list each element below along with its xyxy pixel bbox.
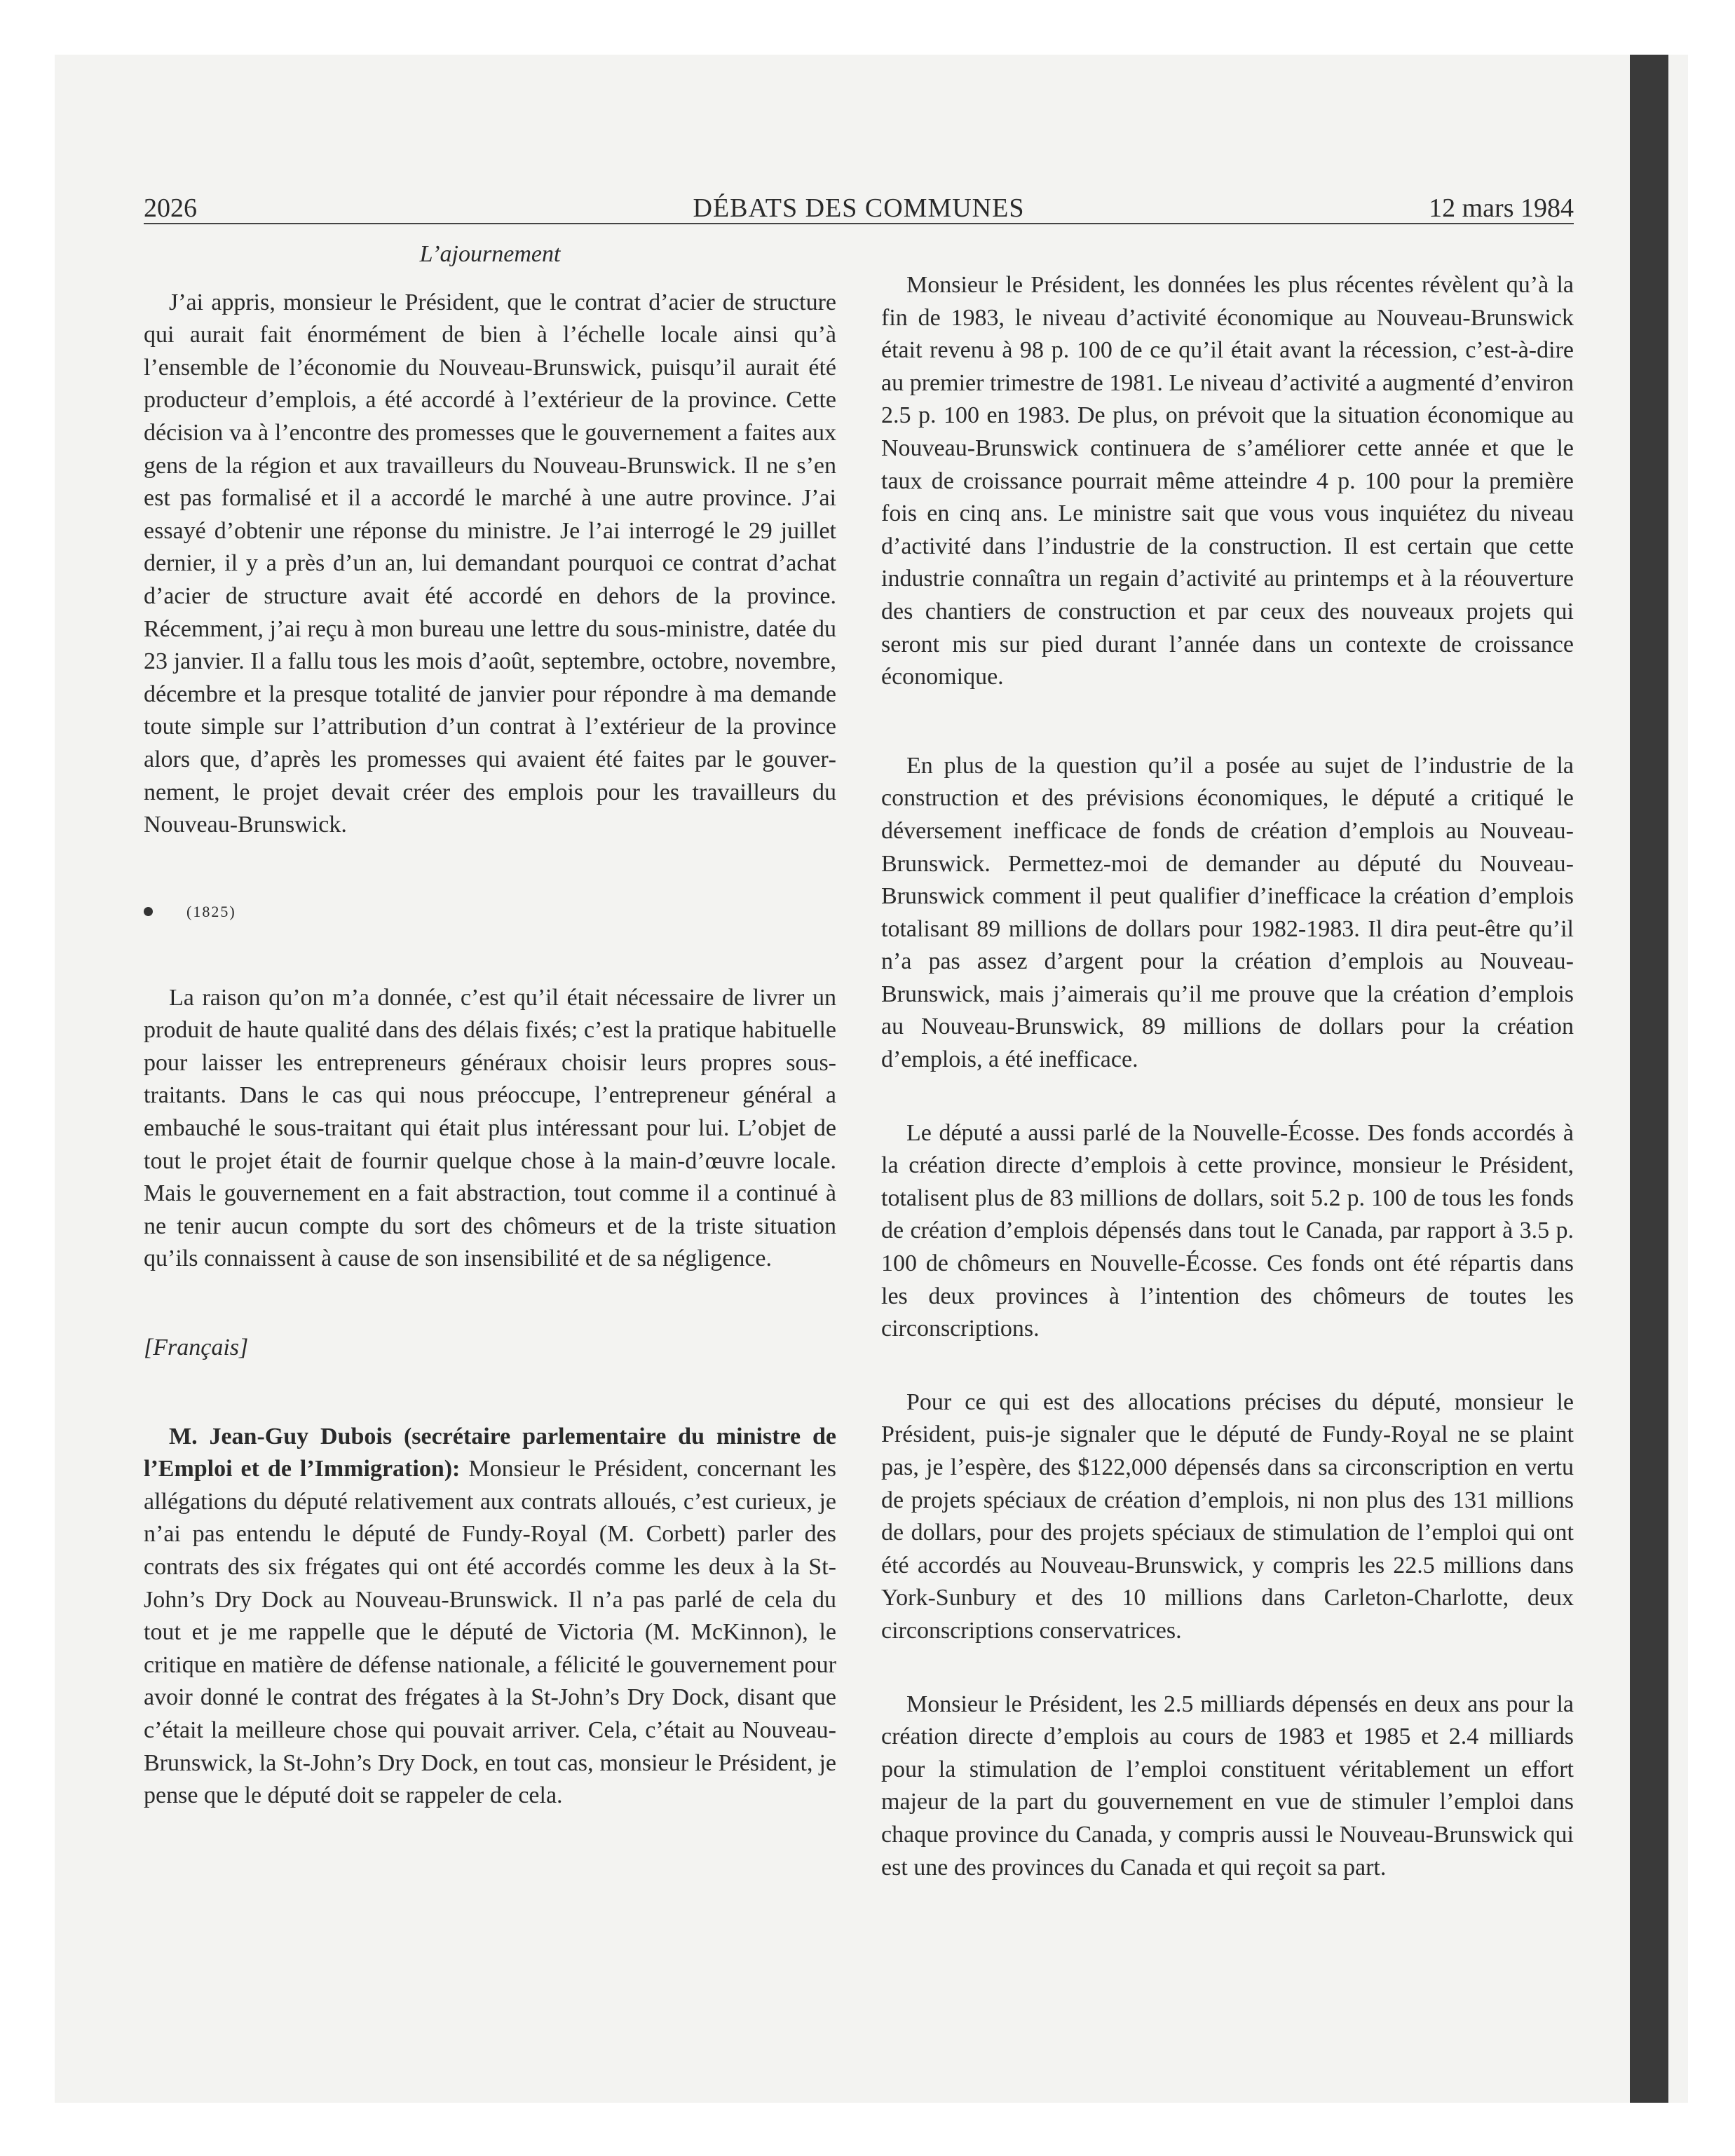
- publication-title: DÉBATS DES COMMUNES: [693, 193, 1025, 223]
- paragraph: Pour ce qui est des allocations précises du député, monsieur le Président, puis-je signaler que le député de Fundy-Royal ne se plaint pas, je l’espère, des $122,000 dépensés dans sa circonscription en vertu de projets spéciaux de création d’emplois, ni non plus des 131 millions de dollars, pour des projets spéciaux de stimulation de l’emploi qui ont été accordés au Nouveau-Brunswick, y compris les 22.5 millions dans York-Sunbury et des 10 millions dans Carleton-Charlotte, deux circonscriptions conservatrices.: [881, 1389, 1574, 1644]
- speech-paragraph: [144, 1421, 836, 1813]
- publication-date: 12 mars 1984: [1429, 193, 1574, 223]
- header-rule: [144, 223, 1574, 224]
- time-marker: [144, 898, 836, 926]
- scan-edge-bar: [1630, 55, 1668, 2103]
- bullet-icon: [144, 907, 153, 916]
- left-column: [144, 238, 836, 1813]
- paragraph: J’ai appris, monsieur le Président, que le contrat d’acier de structure qui aurait fait énormément de bien à l’échelle locale ainsi qu’à l’ensemble de l’économie du Nouveau-Brunswick, puisqu’il aurait été producteur d’emplois, a été accordé à l’extérieur de la province. Cette décision va à l’encontre des promesses que le gouvernement a faites aux gens de la région et aux travailleurs du Nouveau-Brunswick. Il ne s’en est pas formalisé et il a accordé le marché à une autre province. J’ai essayé d’obtenir une réponse du ministre. Je l’ai interrogé le 29 juillet dernier, il y a près d’un an, lui demandant pourquoi ce contrat d’achat d’acier de structure avait été accordé en dehors de la province. Récemment, j’ai reçu à mon bureau une lettre du sous-ministre, datée du 23 janvier. Il a fallu tous les mois d’août, septembre, octobre, novembre, décembre et la presque totalité de janvier pour répondre à ma demande toute simple sur l’attribution d’un contrat à l’extérieur de la province alors que, d’après les promesses qui avaient été faites par le gouvernement, le projet devait créer des emplois pour les travailleurs du Nouveau-Brunswick.: [144, 289, 836, 838]
- page-number: 2026: [144, 193, 197, 223]
- paragraph: La raison qu’on m’a donnée, c’est qu’il était nécessaire de livrer un produit de haute qualité dans des délais fixés; c’est la pratique habituelle pour laisser les entrepreneurs généraux choisir leurs propres sous-traitants. Dans le cas qui nous préoccupe, l’entrepreneur général a embauché le sous-traitant qui était plus intéressant pour lui. L’objet de tout le projet était de fournir quelque chose à la main-d’œuvre locale. Mais le gouvernement en a fait abstraction, tout comme il a continué à ne tenir aucun compte du sort des chômeurs et de la triste situation qu’ils connaissent à cause de son insensibilité et de sa négligence.: [144, 984, 836, 1272]
- page-header: [144, 191, 1574, 226]
- paragraph: En plus de la question qu’il a posée au sujet de l’industrie de la construction et des prévisions économiques, le député a critiqué le déversement inefficace de fonds de création d’emplois au Nouveau-Brunswick. Permettez-moi de demander au député du Nouveau-Brunswick comment il peut qualifier d’inefficace la création d’emplois totalisant 89 millions de dollars pour 1982-1983. Il dira peut-être qu’il n’a pas assez d’argent pour la création d’emplois au Nouveau-Brunswick, mais j’aimerais qu’il me prouve que la création d’emplois au Nouveau-Brunswick, 89 millions de dollars pour la création d’emplois, a été inefficace.: [881, 752, 1574, 1073]
- section-title: L’ajournement: [419, 241, 561, 267]
- paragraph: Monsieur le Président, les données les plus récentes révèlent qu’à la fin de 1983, le niveau d’activité économique au Nouveau-Brunswick était revenu à 98 p. 100 de ce qu’il était avant la récession, c’est-à-dire au premier trimestre de 1981. Le niveau d’activité a augmenté d’environ 2.5 p. 100 en 1983. De plus, on prévoit que la situation économique au Nouveau-Brunswick continuera de s’améliorer cette année et que le taux de croissance pourrait même atteindre 4 p. 100 pour la première fois en cinq ans. Le ministre sait que vous vous inquiétez du niveau d’activité dans l’industrie de la construction. Il est certain que cette industrie connaîtra un regain d’activité au printemps et à la réouverture des chantiers de construction et par ceux des nouveaux projets qui seront mis sur pied durant l’année dans un contexte de croissance économique.: [881, 272, 1574, 690]
- paragraph: Monsieur le Président, les 2.5 milliards dépensés en deux ans pour la création directe d’emplois au cours de 1983 et 1985 et 2.4 milliards pour la stimulation de l’emploi constituent véritablement un effort majeur de la part du gouvernement en vue de stimuler l’emploi dans chaque province du Canada, y compris aussi le Nouveau-Brunswick qui est une des provinces du Canada et qui reçoit sa part.: [881, 1691, 1574, 1881]
- paragraph: Le député a aussi parlé de la Nouvelle-Écosse. Des fonds accordés à la création directe d’emplois à cette province, monsieur le Président, totalisent plus de 83 millions de dollars, soit 5.2 p. 100 de tous les fonds de création d’emplois dépensés dans tout le Canada, par rapport à 3.5 p. 100 de chômeurs en Nouvelle-Écosse. Ces fonds ont été répartis dans les deux provinces à l’intention des chômeurs de toutes les circonscriptions.: [881, 1119, 1574, 1342]
- time-marker-label: (1825): [186, 902, 236, 920]
- right-column: [881, 238, 1574, 1884]
- language-tag: [Français]: [144, 1335, 249, 1361]
- speaker-name: M. Jean-Guy Dubois (secrétaire parlementaire du ministre de l’Emploi et de l’Immigration):: [144, 1423, 836, 1482]
- speech-text: Monsieur le Président, concernant les allégations du député relativement aux contrats alloués, c’est curieux, je n’ai pas entendu le député de Fundy-Royal (M. Corbett) parler des contrats des six frégates qui ont été accordés comme les deux à la St-John’s Dry Dock au Nouveau-Brunswick. Il n’a pas parlé de cela du tout et je me rappelle que le député de Victoria (M. McKinnon), le critique en matière de défense nationale, a félicité le gouvernement pour avoir donné le contrat des frégates à la St-John’s Dry Dock, disant que c’était la meilleure chose qui pouvait arriver. Cela, c’était au Nouveau-Brunswick, la St-John’s Dry Dock, en tout cas, monsieur le Président, je pense que le député doit se rappeler de cela.: [144, 1456, 837, 1809]
